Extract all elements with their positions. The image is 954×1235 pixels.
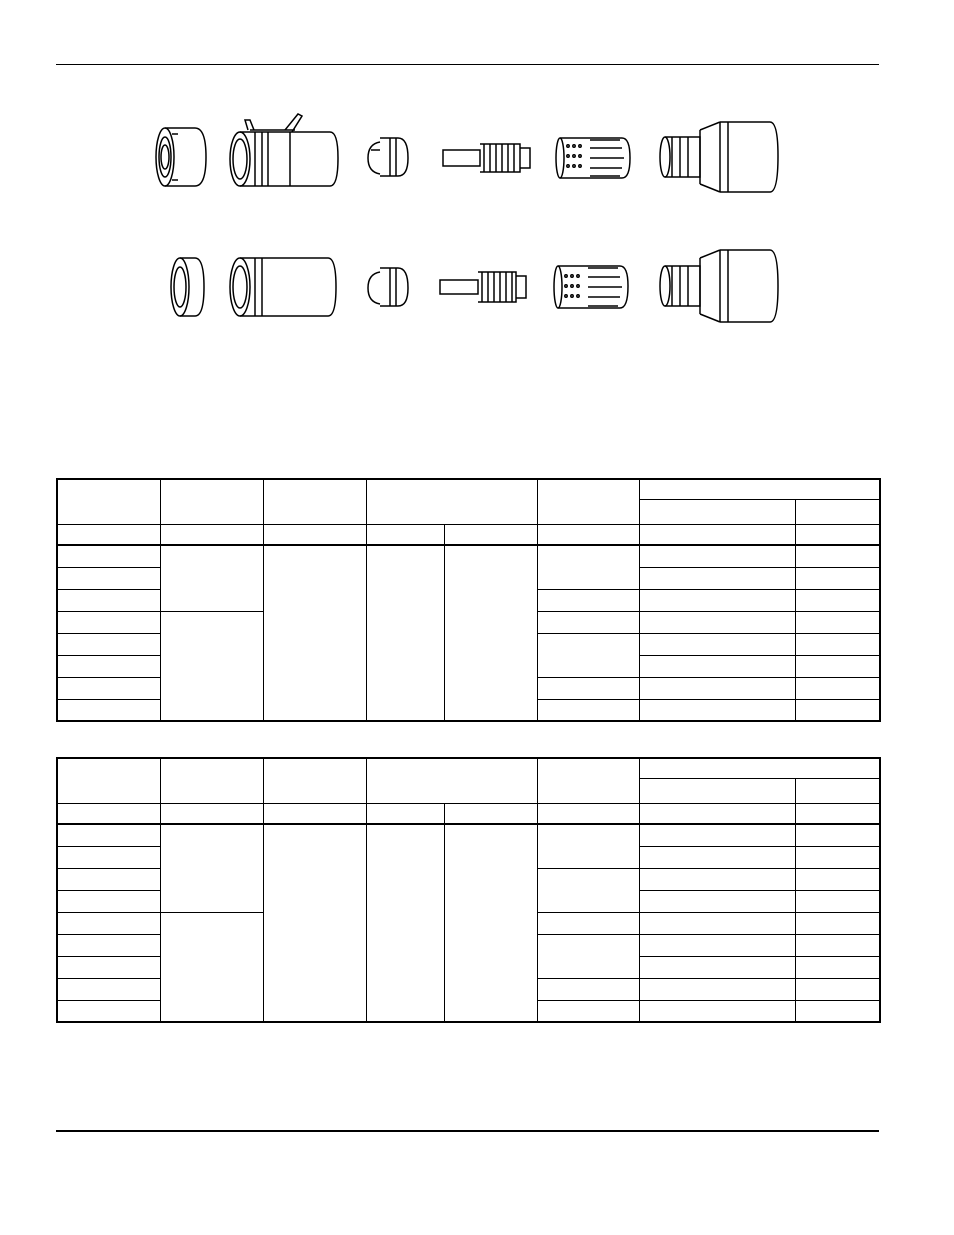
shield-icon <box>156 128 206 186</box>
swirl-ring-icon <box>554 266 628 308</box>
table-header-row <box>57 758 880 778</box>
nozzle-icon <box>368 138 408 176</box>
table-cell <box>263 524 366 545</box>
table-cell <box>639 890 795 912</box>
table-cell <box>795 912 880 934</box>
consumables-table-2 <box>56 757 881 1023</box>
table-cell <box>795 956 880 978</box>
table-cell <box>639 846 795 868</box>
table-cell <box>57 1000 160 1022</box>
table-cell <box>795 633 880 655</box>
swirl-ring-icon <box>556 138 630 178</box>
table-cell <box>57 589 160 611</box>
table-cell <box>795 890 880 912</box>
table-cell <box>639 545 795 567</box>
table-cell <box>160 824 263 912</box>
table-cell <box>537 868 639 912</box>
table-cell <box>57 699 160 721</box>
table-cell <box>444 803 537 824</box>
table-cell <box>639 589 795 611</box>
table-cell <box>795 778 880 803</box>
table-cell <box>537 978 639 1000</box>
table-header-cell <box>160 479 263 524</box>
table-cell <box>366 803 444 824</box>
table-cell <box>57 956 160 978</box>
table-cell <box>160 912 263 1022</box>
table-cell <box>639 655 795 677</box>
retaining-cap-icon <box>230 114 338 186</box>
table-cell <box>366 524 444 545</box>
table-cell <box>263 758 366 803</box>
table-header-cell <box>639 479 880 499</box>
table-cell <box>160 545 263 611</box>
table-header-cell <box>639 499 795 524</box>
table-header-cell <box>366 479 537 524</box>
torch-body-icon <box>660 122 778 192</box>
table-cell <box>537 934 639 978</box>
table-header-row <box>57 479 880 499</box>
table-cell <box>639 934 795 956</box>
table-cell <box>366 758 537 803</box>
table-cell <box>57 545 160 567</box>
table-cell <box>639 956 795 978</box>
table-row <box>57 824 880 846</box>
table-cell <box>795 611 880 633</box>
table-cell <box>795 1000 880 1022</box>
electrode-icon <box>440 272 526 302</box>
table-cell <box>537 677 639 699</box>
table-cell <box>160 803 263 824</box>
table-cell <box>795 978 880 1000</box>
table-cell <box>795 545 880 567</box>
table-column-number-row <box>57 524 880 545</box>
table-cell <box>444 824 537 1022</box>
table-cell <box>639 868 795 890</box>
table-row <box>57 545 880 567</box>
table-cell <box>263 824 366 1022</box>
table-header-cell <box>57 479 160 524</box>
table-cell <box>57 846 160 868</box>
table-cell <box>639 758 880 778</box>
table-cell <box>57 868 160 890</box>
retaining-cap-icon <box>230 258 336 316</box>
table-cell <box>795 677 880 699</box>
footer-rule <box>56 1130 879 1132</box>
table-cell <box>795 846 880 868</box>
table-cell <box>537 758 639 803</box>
table-cell <box>639 778 795 803</box>
header-rule <box>56 64 879 65</box>
table-cell <box>444 524 537 545</box>
table-cell <box>57 611 160 633</box>
table-cell <box>639 824 795 846</box>
table-cell <box>795 699 880 721</box>
table-cell <box>57 524 160 545</box>
table-cell <box>639 611 795 633</box>
table-cell <box>795 567 880 589</box>
table-cell <box>57 890 160 912</box>
table-cell <box>639 978 795 1000</box>
table-cell <box>795 803 880 824</box>
table-cell <box>263 545 366 721</box>
table-header-cell <box>263 479 366 524</box>
table-cell <box>57 567 160 589</box>
table-cell <box>795 824 880 846</box>
table-cell <box>160 758 263 803</box>
table-cell <box>160 611 263 721</box>
table-cell <box>537 524 639 545</box>
electrode-icon <box>443 144 530 172</box>
consumables-table-1 <box>56 478 881 722</box>
table-cell <box>795 868 880 890</box>
table-cell <box>795 655 880 677</box>
table-header-cell <box>537 479 639 524</box>
table-cell <box>639 1000 795 1022</box>
table-cell <box>444 545 537 721</box>
torch-body-icon <box>660 250 778 322</box>
table-cell <box>57 758 160 803</box>
table-cell <box>366 824 444 1022</box>
table-cell <box>537 611 639 633</box>
table-cell <box>57 978 160 1000</box>
table-cell <box>537 803 639 824</box>
table-cell <box>639 524 795 545</box>
table-cell <box>263 803 366 824</box>
table-cell <box>57 803 160 824</box>
table-cell <box>639 699 795 721</box>
table-cell <box>537 589 639 611</box>
table-cell <box>366 545 444 721</box>
table-cell <box>57 677 160 699</box>
nozzle-icon <box>368 268 408 306</box>
table-cell <box>639 912 795 934</box>
table-cell <box>57 655 160 677</box>
table-cell <box>795 524 880 545</box>
table-cell <box>160 524 263 545</box>
table-cell <box>57 912 160 934</box>
table-cell <box>639 633 795 655</box>
table-cell <box>57 934 160 956</box>
table-cell <box>537 1000 639 1022</box>
table-cell <box>639 567 795 589</box>
table-cell <box>57 633 160 655</box>
table-cell <box>795 589 880 611</box>
table-cell <box>537 699 639 721</box>
table-cell <box>537 545 639 589</box>
table-column-number-row <box>57 803 880 824</box>
consumables-illustration-row-2 <box>0 240 954 330</box>
table-cell <box>57 824 160 846</box>
table-cell <box>639 803 795 824</box>
table-cell <box>537 912 639 934</box>
table-cell <box>537 633 639 677</box>
table-cell <box>639 677 795 699</box>
shield-icon <box>171 258 204 316</box>
table-cell <box>795 934 880 956</box>
table-cell <box>537 824 639 868</box>
consumables-illustration-row-1 <box>0 110 954 200</box>
table-header-cell <box>795 499 880 524</box>
